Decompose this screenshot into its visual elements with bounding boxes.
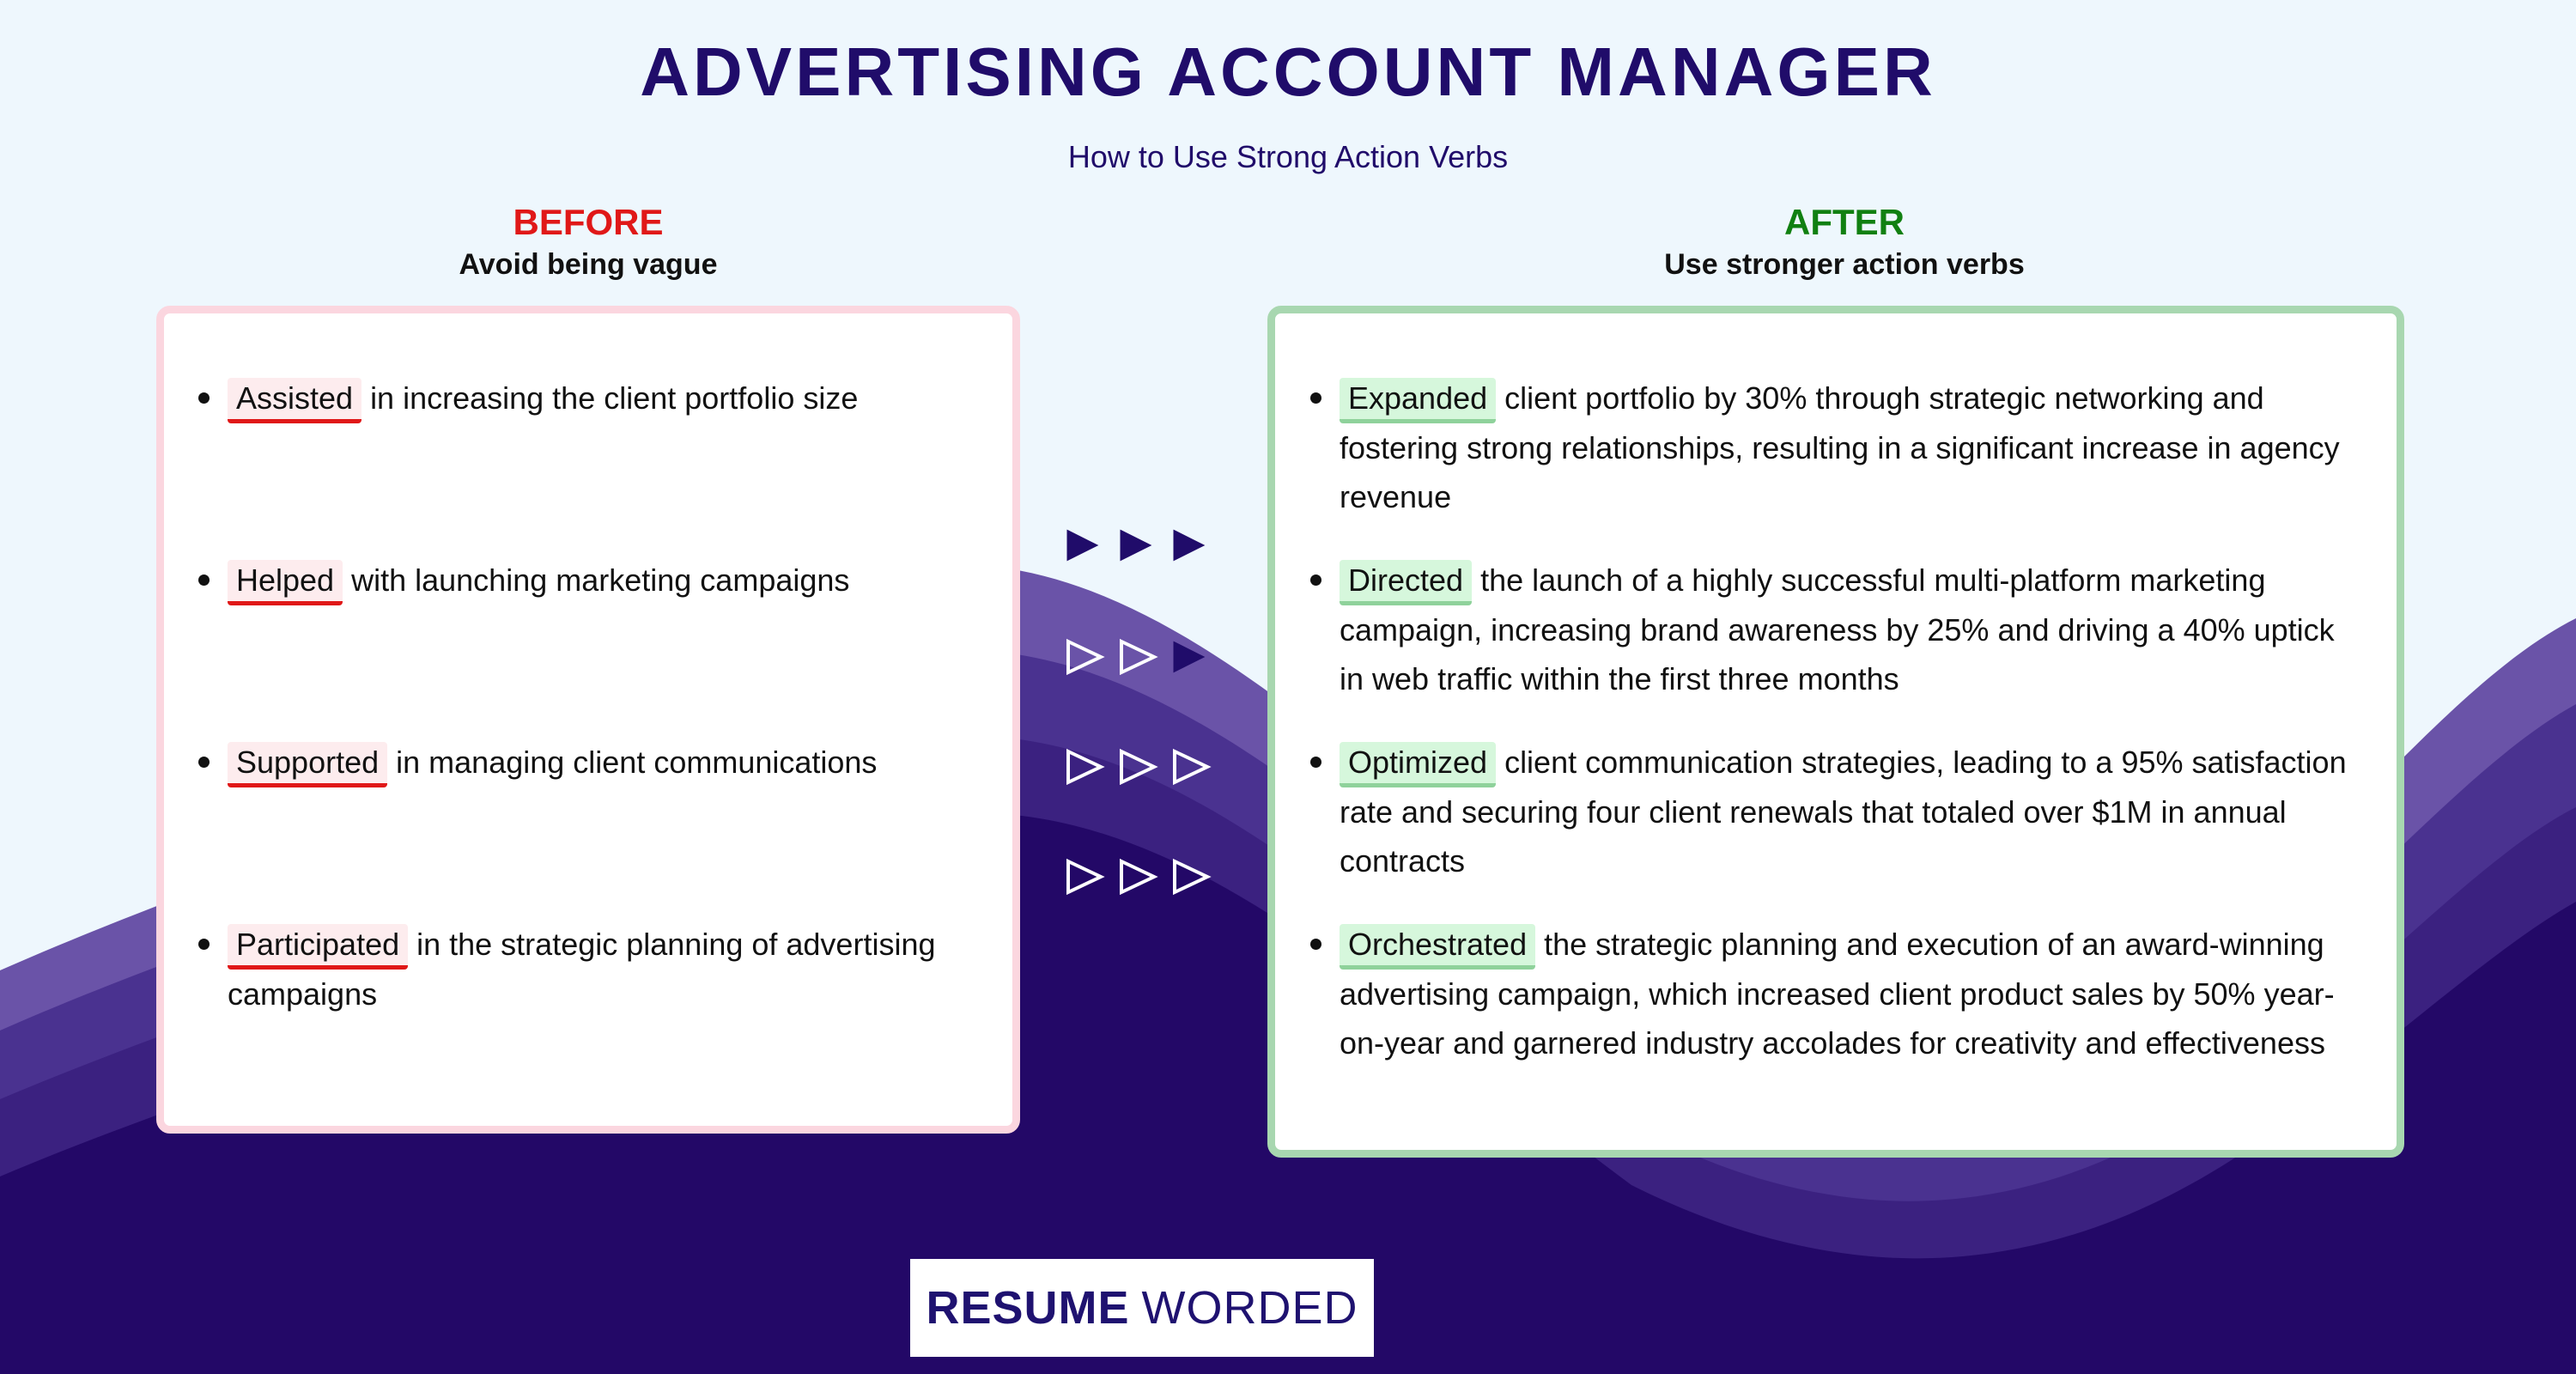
play-arrow-icon: [1063, 635, 1218, 678]
after-item: [1340, 374, 2353, 521]
strong-verb: Optimized: [1340, 742, 1496, 787]
arrow-row: [1063, 524, 1218, 567]
play-arrow-icon: [1063, 524, 1218, 567]
arrow-row: [1063, 855, 1218, 898]
weak-verb: Assisted: [228, 378, 361, 423]
bullet-dot: [1310, 939, 1321, 950]
before-item: [228, 374, 1000, 423]
strong-verb: Orchestrated: [1340, 924, 1535, 970]
after-item: [1340, 920, 2353, 1067]
before-heading: BEFORE: [513, 202, 664, 242]
item-text: in increasing the client portfolio size: [370, 380, 859, 416]
bullet-dot: [198, 392, 210, 404]
page-subtitle: How to Use Strong Action Verbs: [1067, 139, 1509, 174]
play-arrow-icon: [1063, 745, 1218, 788]
strong-verb: Expanded: [1340, 378, 1496, 423]
before-subheading: Avoid being vague: [459, 248, 718, 281]
before-item: [228, 920, 1000, 1018]
bullet-dot: [198, 575, 210, 586]
item-text: the launch of a highly successful multi-platform marketing campaign, increasing brand awareness by 25% and driving a 40% uptick in web traffic within the first three months: [1340, 562, 2335, 696]
bullet-dot: [1310, 392, 1321, 404]
page-title: ADVERTISING ACCOUNT MANAGER: [640, 33, 1936, 110]
bullet-dot: [1310, 575, 1321, 586]
bullet-dot: [198, 757, 210, 768]
before-header: [159, 199, 1018, 283]
before-item: [228, 738, 1000, 787]
logo-word-resume: RESUME: [926, 1282, 1130, 1334]
after-header: [1269, 199, 2420, 283]
arrow-row: [1063, 635, 1218, 678]
item-text: in the strategic planning of advertising campaigns: [228, 927, 936, 1012]
before-item: [228, 556, 1000, 605]
arrow-row: [1063, 745, 1218, 788]
strong-verb: Directed: [1340, 560, 1472, 605]
bullet-dot: [1310, 757, 1321, 768]
after-heading: AFTER: [1784, 202, 1905, 242]
item-text: the strategic planning and execution of an award-winning advertising campaign, which increased client product sales by 50% year-on-year and garnered industry accolades for creativity and effectiveness: [1340, 927, 2335, 1061]
weak-verb: Helped: [228, 560, 343, 605]
before-panel: [156, 306, 1020, 1134]
weak-verb: Supported: [228, 742, 387, 787]
resume-worded-logo[interactable]: [910, 1259, 1374, 1357]
item-text: in managing client communications: [396, 745, 878, 780]
after-item: [1340, 738, 2353, 885]
after-panel: [1267, 306, 2404, 1158]
item-text: client portfolio by 30% through strategic networking and fostering strong relationships, resulting in a significant increase in agency revenue: [1340, 380, 2340, 514]
after-item: [1340, 556, 2353, 703]
bullet-dot: [198, 939, 210, 950]
item-text: with launching marketing campaigns: [351, 562, 850, 598]
logo-word-worded: WORDED: [1141, 1282, 1358, 1334]
weak-verb: Participated: [228, 924, 408, 970]
after-subheading: Use stronger action verbs: [1664, 248, 2025, 281]
play-arrow-icon: [1063, 855, 1218, 898]
item-text: client communication strategies, leading to a 95% satisfaction rate and securing four client renewals that totaled over $1M in annual contracts: [1340, 745, 2347, 879]
